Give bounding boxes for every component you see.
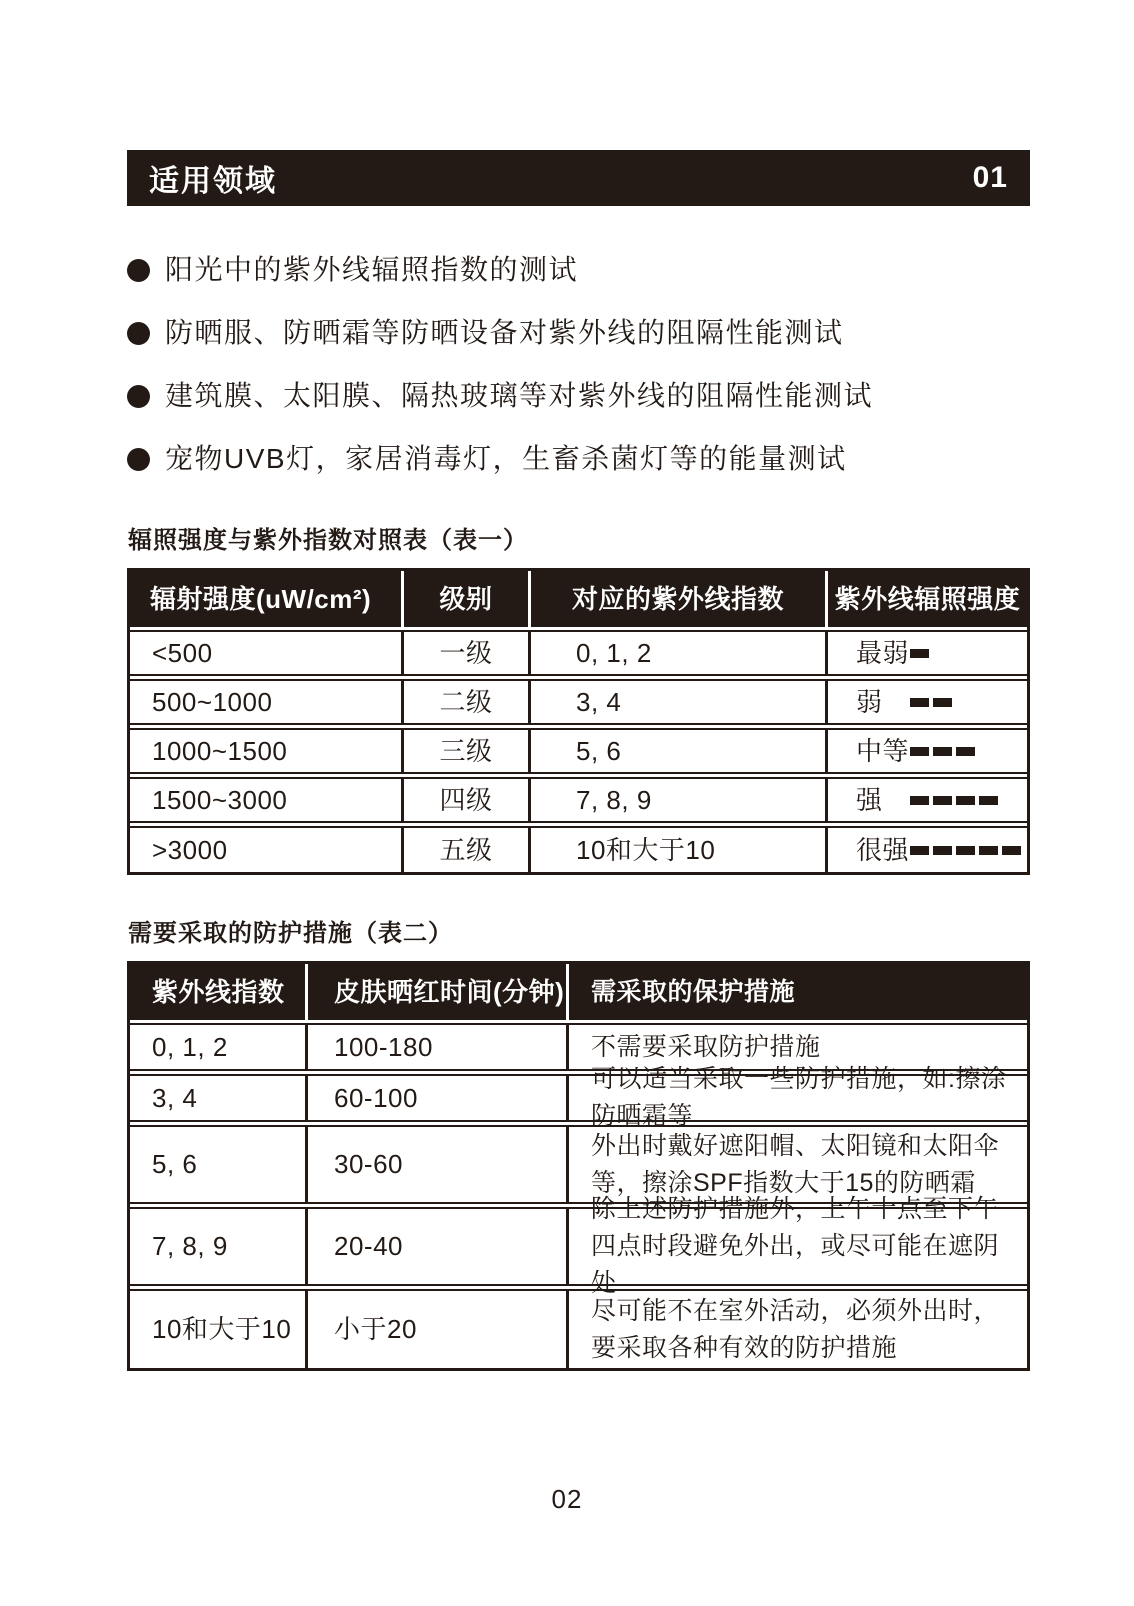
list-item: [127, 318, 1030, 348]
uv-index-cell: 5, 6: [152, 1149, 198, 1179]
table-row: [130, 777, 1027, 823]
uv-index-cell: 10和大于10: [528, 828, 825, 872]
strength-bar-segment: [910, 698, 929, 707]
column-header: 紫外线指数: [152, 976, 285, 1007]
uv-index-cell: 7, 8, 9: [152, 1231, 228, 1261]
strength-bar-segment: [979, 796, 998, 805]
page-number: 02: [551, 1484, 583, 1514]
table2-caption: 需要采取的防护措施（表二）: [128, 920, 453, 947]
column-header: 辐射强度(uW/cm²): [150, 583, 372, 614]
level-cell: 四级: [401, 779, 528, 821]
strength-label: 中等: [856, 735, 910, 766]
uv-index-cell: 7, 8, 9: [528, 779, 825, 821]
strength-label: 最弱: [856, 637, 910, 668]
table-row: [130, 1195, 1027, 1297]
list-item: [127, 444, 1030, 474]
time-cell: 60-100: [305, 1076, 566, 1120]
list-item-text: 阳光中的紫外线辐照指数的测试: [165, 254, 579, 285]
time-cell: 20-40: [305, 1209, 566, 1284]
strength-bar-segment: [956, 796, 975, 805]
intensity-cell: 1000~1500: [152, 735, 288, 766]
list-item: [127, 381, 1030, 411]
strength-bars: [910, 649, 933, 658]
level-cell: 一级: [401, 632, 528, 674]
strength-label: 弱: [856, 686, 883, 717]
strength-bar-segment: [933, 698, 952, 707]
section-header: [127, 150, 1030, 206]
intensity-cell: 1500~3000: [152, 784, 288, 815]
table1-caption: 辐照强度与紫外指数对照表（表一）: [128, 527, 528, 554]
uv-index-cell: 0, 1, 2: [528, 632, 825, 674]
column-header: 需采取的保护措施: [566, 964, 1027, 1020]
intensity-cell: <500: [152, 637, 213, 668]
strength-cell: [825, 632, 1027, 674]
uv-index-cell: 5, 6: [528, 730, 825, 772]
table-row: [130, 826, 1027, 872]
protection-cell: 可以适当采取一些防护措施，如:擦涂防晒霜等: [566, 1076, 1027, 1120]
table-row: [130, 679, 1027, 725]
strength-label: 很强: [856, 834, 910, 865]
uv-index-cell: 3, 4: [528, 681, 825, 723]
level-cell: 二级: [401, 681, 528, 723]
protection-cell: 外出时戴好遮阳帽、太阳镜和太阳伞等，擦涂SPF指数大于15的防晒霜: [566, 1127, 1027, 1202]
bullet-icon: [127, 385, 150, 408]
intensity-cell: 500~1000: [152, 686, 273, 717]
strength-bar-segment: [1002, 846, 1021, 855]
strength-cell: [825, 730, 1027, 772]
protection-cell: 不需要采取防护措施: [566, 1025, 1027, 1069]
time-cell: 小于20: [305, 1291, 566, 1368]
intensity-cell: >3000: [152, 834, 228, 865]
uv-index-cell: 0, 1, 2: [152, 1031, 228, 1062]
strength-cell: [825, 681, 1027, 723]
bullet-icon: [127, 322, 150, 345]
strength-bars: [910, 747, 979, 756]
application-list: [127, 255, 1030, 474]
section-title: 适用领域: [149, 165, 277, 198]
strength-bar-segment: [933, 747, 952, 756]
list-item-text: 宠物UVB灯，家居消毒灯，生畜杀菌灯等的能量测试: [165, 443, 847, 474]
table-header-row: [130, 964, 1027, 1020]
strength-bars: [910, 698, 956, 707]
column-header: 对应的紫外线指数: [528, 571, 825, 627]
strength-label: 强: [856, 784, 883, 815]
time-cell: 30-60: [305, 1127, 566, 1202]
strength-bar-segment: [956, 846, 975, 855]
strength-bar-segment: [956, 747, 975, 756]
protection-table: [127, 961, 1030, 1371]
section-number: 01: [972, 161, 1008, 194]
column-header: 级别: [401, 571, 528, 627]
strength-cell: [825, 779, 1027, 821]
strength-cell: [825, 828, 1027, 872]
list-item: [127, 255, 1030, 285]
protection-cell: 尽可能不在室外活动，必须外出时，要采取各种有效的防护措施: [566, 1291, 1027, 1368]
table-row: [130, 1065, 1027, 1130]
strength-bar-segment: [979, 846, 998, 855]
table-row: [130, 728, 1027, 774]
page-content: [127, 150, 1030, 1371]
time-cell: 100-180: [305, 1025, 566, 1069]
table-header-row: [130, 571, 1027, 627]
level-cell: 三级: [401, 730, 528, 772]
uv-index-cell: 3, 4: [152, 1082, 198, 1113]
list-item-text: 防晒服、防晒霜等防晒设备对紫外线的阻隔性能测试: [165, 317, 844, 348]
strength-bar-segment: [910, 846, 929, 855]
uv-index-table: [127, 568, 1030, 875]
strength-bar-segment: [933, 846, 952, 855]
strength-bar-segment: [910, 649, 929, 658]
strength-bars: [910, 796, 1002, 805]
bullet-icon: [127, 259, 150, 282]
column-header: 皮肤晒红时间(分钟): [305, 964, 566, 1020]
strength-bar-segment: [910, 796, 929, 805]
protection-cell: 除上述防护措施外，上午十点至下午四点时段避免外出，或尽可能在遮阴处: [566, 1209, 1027, 1284]
bullet-icon: [127, 448, 150, 471]
column-header: 紫外线辐照强度: [825, 571, 1027, 627]
strength-bar-segment: [933, 796, 952, 805]
level-cell: 五级: [401, 828, 528, 872]
list-item-text: 建筑膜、太阳膜、隔热玻璃等对紫外线的阻隔性能测试: [165, 380, 874, 411]
table-row: [130, 1289, 1027, 1368]
strength-bars: [910, 846, 1025, 855]
uv-index-cell: 10和大于10: [152, 1314, 292, 1344]
table-row: [130, 630, 1027, 676]
strength-bar-segment: [910, 747, 929, 756]
